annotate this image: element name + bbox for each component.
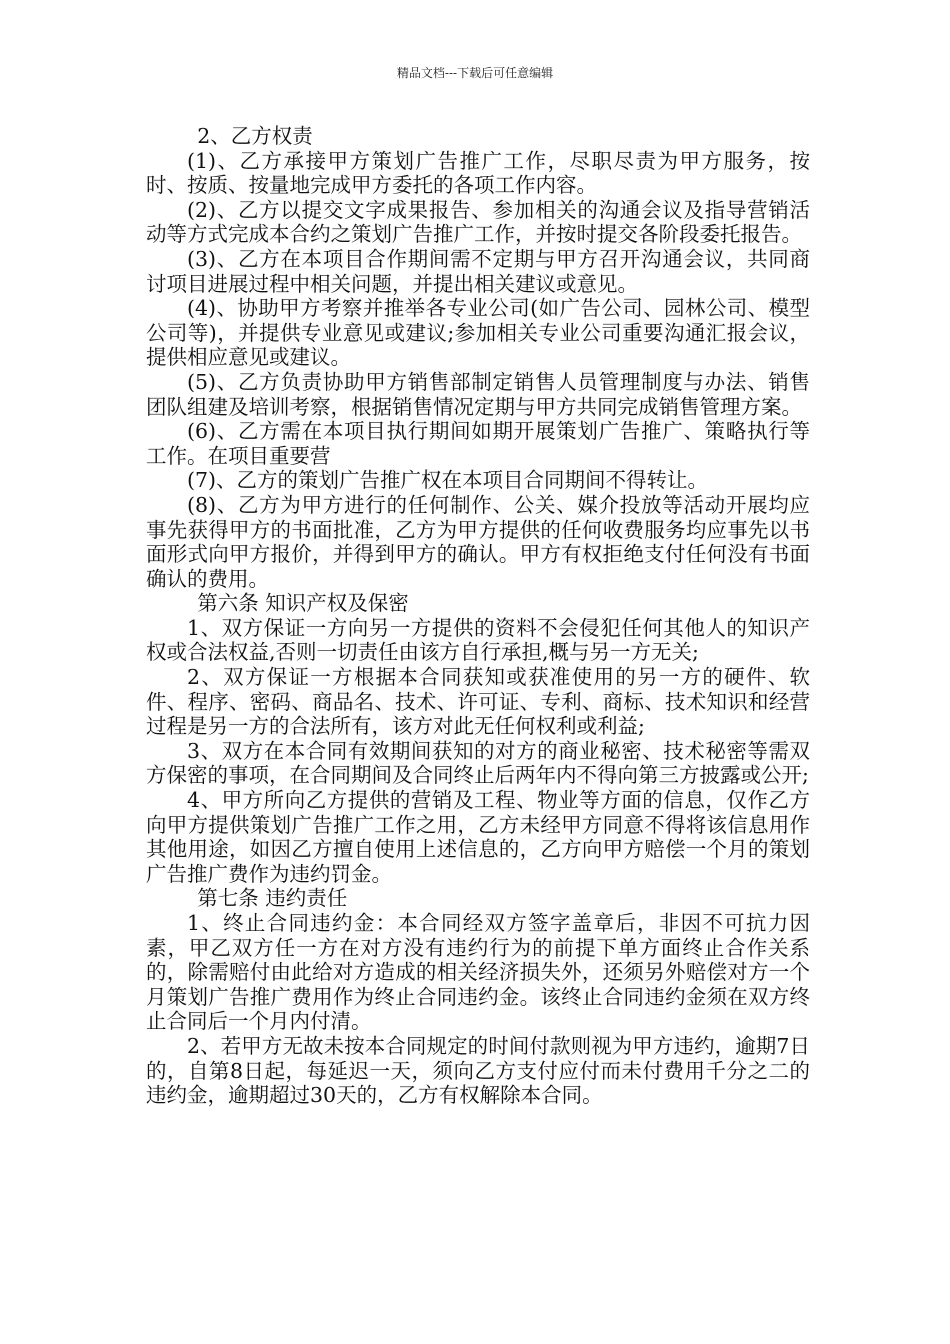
paragraph: 3、双方在本合同有效期间获知的对方的商业秘密、技术秘密等需双方保密的事项，在合同期间及合同终止后两年内不得向第三方披露或公开; — [146, 738, 810, 788]
paragraph: (7)、乙方的策划广告推广权在本项目合同期间不得转让。 — [187, 468, 709, 493]
paragraph: 2、双方保证一方根据本合同获知或获准使用的另一方的硬件、软件、程序、密码、商品名、技术、许可证、专利、商标、技术知识和经营过程是另一方的合法所有，该方对此无任何权利或利益; — [146, 665, 810, 739]
paragraph: 1、双方保证一方向另一方提供的资料不会侵犯任何其他人的知识产权或合法权益,否则一切责任由该方自行承担,概与另一方无关; — [146, 615, 810, 665]
paragraph: (1)、乙方承接甲方策划广告推广工作，尽职尽责为甲方服务，按时、按质、按量地完成甲方委托的各项工作内容。 — [146, 148, 810, 198]
paragraph: 2、若甲方无故未按本合同规定的时间付款则视为甲方违约，逾期7日的，自第8日起，每延迟一天，须向乙方支付应付而未付费用千分之二的违约金，逾期超过30天的，乙方有权解除本合同。 — [146, 1033, 810, 1108]
section-heading: 第七条 违约责任 — [197, 886, 348, 911]
paragraph: (4)、协助甲方考察并推举各专业公司(如广告公司、园林公司、模型公司等)，并提供专业意见或建议;参加相关专业公司重要沟通汇报会议，提供相应意见或建议。 — [146, 296, 810, 370]
page-header: 精品文档---下载后可任意编辑 — [396, 66, 554, 80]
paragraph: (5)、乙方负责协助甲方销售部制定销售人员管理制度与办法、销售团队组建及培训考察，根据销售情况定期与甲方共同完成销售管理方案。 — [146, 369, 810, 419]
document-body — [146, 124, 810, 1108]
paragraph: 1、终止合同违约金：本合同经双方签字盖章后，非因不可抗力因素，甲乙双方任一方在对方没有违约行为的前提下单方面终止合作关系的，除需赔付由此给对方造成的相关经济损失外，还须另外赔偿对方一个月策划广告推广费用作为终止合同违约金。该终止合同违约金须在双方终止合同后一个月内付清。 — [146, 911, 810, 1034]
paragraph: (6)、乙方需在本项目执行期间如期开展策划广告推广、策略执行等工作。在项目重要营 — [146, 419, 810, 468]
section-heading: 2、乙方权责 — [197, 124, 313, 148]
paragraph: (2)、乙方以提交文字成果报告、参加相关的沟通会议及指导营销活动等方式完成本合约之策划广告推广工作，并按时提交各阶段委托报告。 — [146, 197, 810, 247]
paragraph: 4、甲方所向乙方提供的营销及工程、物业等方面的信息，仅作乙方向甲方提供策划广告推广工作之用，乙方未经甲方同意不得将该信息用作其他用途，如因乙方擅自使用上述信息的，乙方向甲方赔偿一个月的策划广告推广费作为违约罚金。 — [146, 788, 810, 886]
paragraph: (3)、乙方在本项目合作期间需不定期与甲方召开沟通会议，共同商讨项目进展过程中相关问题，并提出相关建议或意见。 — [146, 246, 810, 296]
paragraph: (8)、乙方为甲方进行的任何制作、公关、媒介投放等活动开展均应事先获得甲方的书面批准，乙方为甲方提供的任何收费服务均应事先以书面形式向甲方报价，并得到甲方的确认。甲方有权拒绝支付任何没有书面确认的费用。 — [146, 492, 810, 591]
section-heading: 第六条 知识产权及保密 — [197, 591, 409, 616]
